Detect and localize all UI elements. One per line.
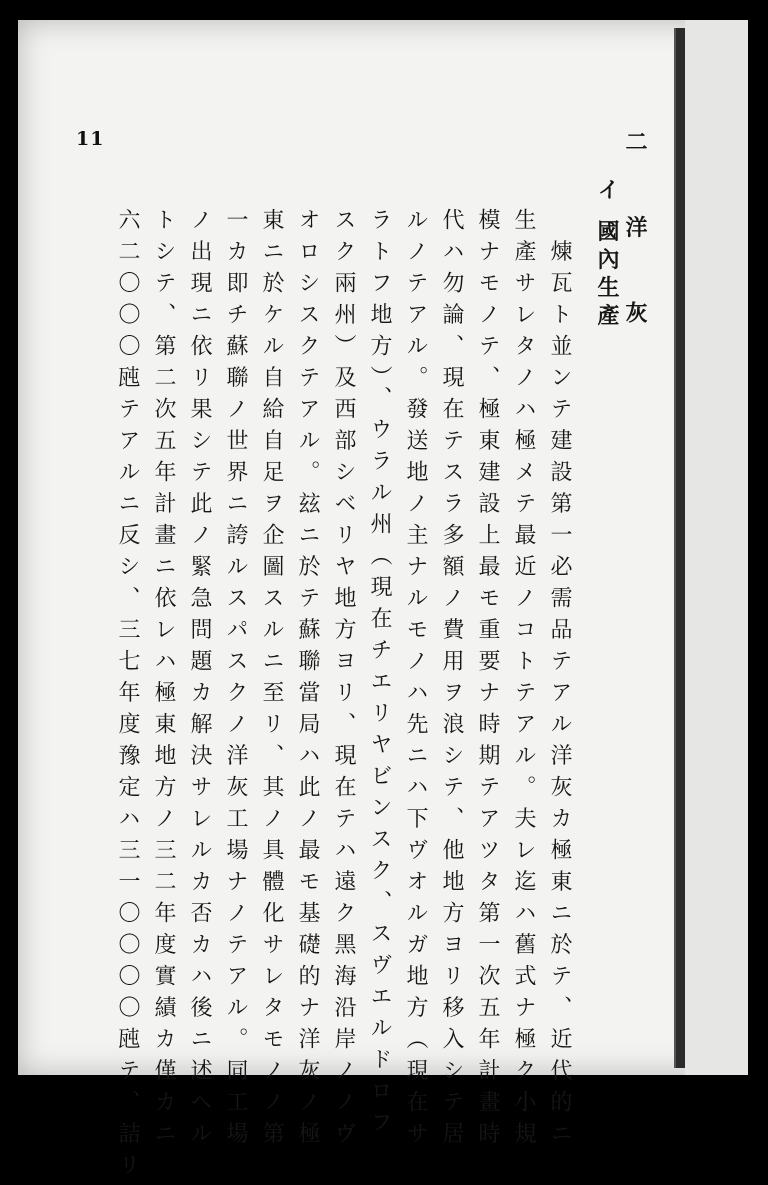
- page-binding-edge: [674, 28, 685, 1068]
- page-margin-strip: [685, 20, 748, 1075]
- body-column-5: ルノテアル。發送地ノ主ナルモノハ先ニハ下ヴオルガ地方（現在サ: [403, 208, 428, 1153]
- subsection-heading: イ 國內生產: [594, 178, 620, 332]
- body-column-13: 六二〇〇〇瓲テアルニ反シ、三七年度豫定ハ三一〇〇〇〇瓲テ、詰リ: [115, 208, 140, 1185]
- body-column-4: 代ハ勿論、現在テスラ多額ノ費用ヲ浪シテ、他地方ヨリ移入シテ居: [439, 208, 464, 1153]
- body-column-2: 生產サレタノハ極メテ最近ノコトテアル。夫レ迄ハ舊式ナ極ク小規: [511, 208, 536, 1153]
- body-column-3: 模ナモノテ、極東建設上最モ重要ナ時期テアツタ第一次五年計畫時: [475, 208, 500, 1153]
- body-column-12: トシテ、第二次五年計畫ニ依レハ極東地方ノ三二年度實績カ僅カニ: [151, 208, 176, 1153]
- body-column-1: 煉瓦ト並ンテ建設第一必需品テアル洋灰カ極東ニ於テ、近代的ニ: [547, 208, 572, 1153]
- body-column-6: ラトフ地方）、ウラル州（現在チエリヤビンスク、スヴエルドロフ: [367, 208, 392, 1142]
- page-number: 11: [76, 128, 105, 150]
- section-heading: 二 洋 灰: [622, 130, 648, 352]
- body-column-9: 東ニ於ケル自給自足ヲ企圖スルニ至リ、其ノ具體化サレタモノノ第: [259, 208, 284, 1153]
- body-column-11: ノ出現ニ依リ果シテ此ノ緊急問題カ解決サレルカ否カハ後ニ述ヘル: [187, 208, 212, 1153]
- document-page: [18, 20, 748, 1185]
- body-column-10: 一カ即チ蘇聯ノ世界ニ誇ルスパスクノ洋灰工場ナノテアル。同工場: [223, 208, 248, 1153]
- body-column-7: スク兩州）及西部シベリヤ地方ヨリ、現在テハ遠ク黑海沿岸ノノヴ: [331, 208, 356, 1153]
- body-column-8: オロシスクテアル。玆ニ於テ蘇聯當局ハ此ノ最モ基礎的ナ洋灰ノ極: [295, 208, 320, 1153]
